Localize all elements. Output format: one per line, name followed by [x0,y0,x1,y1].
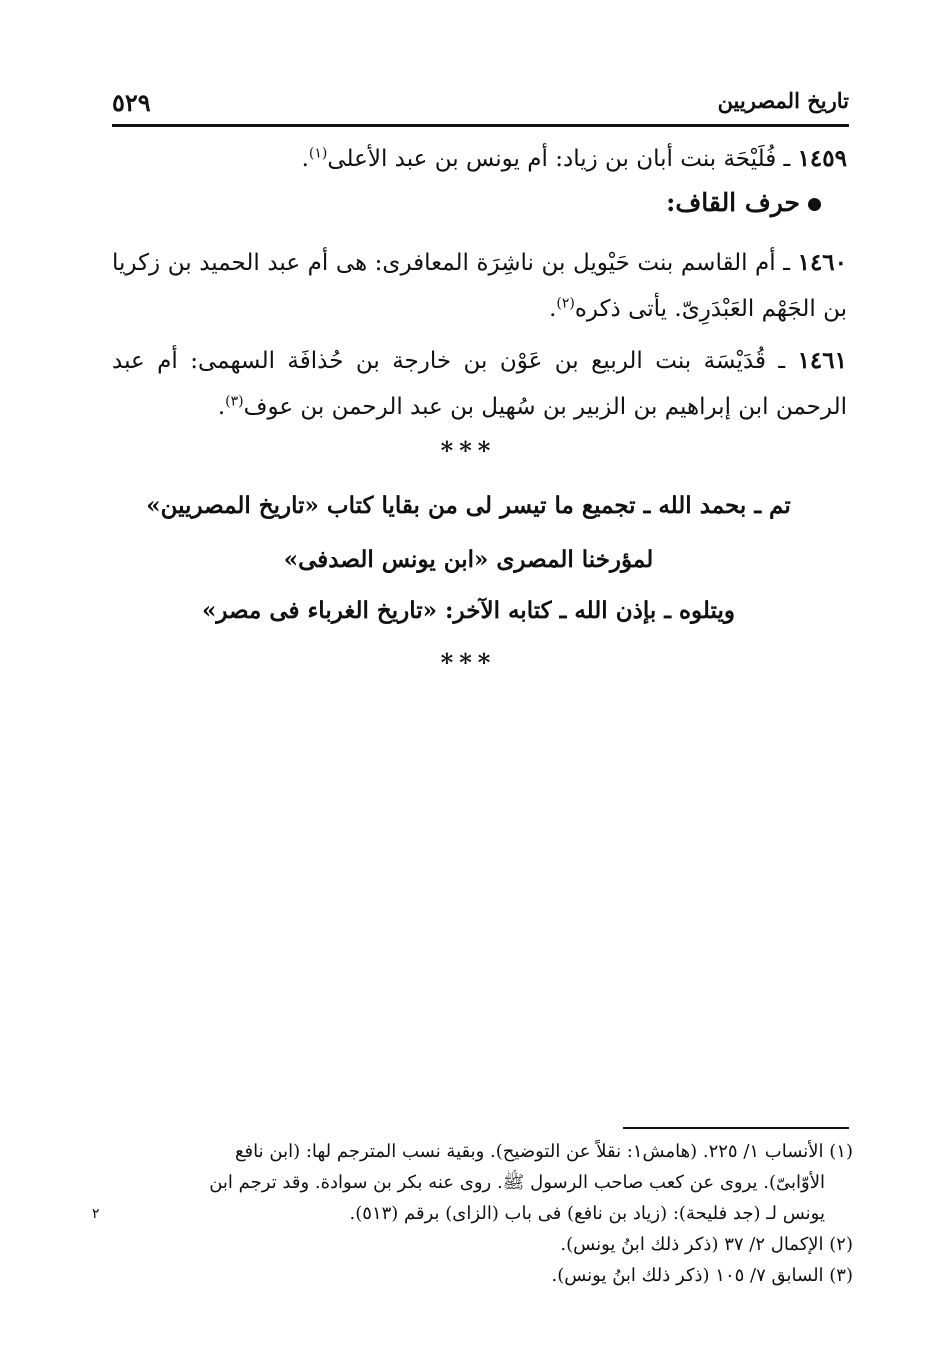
footnote-rule [623,1127,849,1129]
footnote-ref: (٢) [556,295,575,312]
footnote-2: (٢) الإكمال ٢/ ٣٧ (ذكر ذلك ابنُ يونس). [560,1234,853,1255]
entry-tail: . [217,394,226,420]
section-heading-text: حرف القاف: [666,188,800,217]
entry-1461: ١٤٦١ ـ قُدَيْسَة بنت الربيع بن عَوْن بن خارجة بن حُذافَة السهمى: أم عبد الرحمن ابن إبراهيم بن الزبير بن سُهيل بن عبد الرحمن بن عوف$^{(٣)}$. [112,347,847,420]
closing-line-1: تم ـ بحمد الله ـ تجميع ما تيسر لى من بقايا كتاب «تاريخ المصريين» [146,492,791,519]
separator-stars: *** [440,436,497,465]
entry-tail: . [549,296,557,322]
entry-number: ١٤٦١ [797,347,847,374]
footnote-1-line-3: يونس لـ (جد فليحة): (زياد بن نافع) فى باب (الزاى) برقم (٥١٣). [349,1203,825,1224]
entry-number: ١٤٥٩ [797,145,847,172]
footnote-ref: (٣) [225,393,244,410]
entry-text: أم القاسم بنت حَيْويل بن ناشِرَة المعافرى: هى أم عبد الحميد بن زكريا بن الجَهْم العَبْدَرِىّ. يأتى ذكره [112,250,847,322]
closing-line-2: لمؤرخنا المصرى «ابن يونس الصدفى» [283,546,654,573]
entry-text: فُلَيْحَة بنت أبان بن زياد: أم يونس بن عبد الأعلى [327,146,777,172]
section-heading [666,188,821,217]
entry-tail: . [301,146,309,172]
running-title: تاريخ المصريين [717,88,849,113]
bullet-icon [808,198,821,211]
page-number: ٥٢٩ [112,88,151,117]
entry-1460: ١٤٦٠ ـ أم القاسم بنت حَيْويل بن ناشِرَة المعافرى: هى أم عبد الحميد بن زكريا بن الجَهْم العَبْدَرِىّ. يأتى ذكره$^{(٢)}$. [112,249,848,322]
margin-mark: ٢ [92,1206,100,1222]
closing-line-3: ويتلوه ـ بإذن الله ـ كتابه الآخر: «تاريخ الغرباء فى مصر» [201,597,735,624]
footnotes [100,1136,853,1291]
footnote-1-line-2: الأوّابىّ). يروى عن كعب صاحب الرسول ﷺ. روى عنه بكر بن سوادة. وقد ترجم ابن [209,1172,825,1193]
footnote-1-line-1: (١) الأنساب ١/ ٢٢٥. (هامش١: نقلاً عن التوضيح). وبقية نسب المترجم لها: (ابن نافع [234,1141,853,1162]
entry-number: ١٤٦٠ [797,249,848,276]
entry-text: قُدَيْسَة بنت الربيع بن عَوْن بن خارجة بن حُذافَة السهمى: أم عبد الرحمن ابن إبراهيم بن الزبير بن سُهيل بن عبد الرحمن بن عوف [112,348,847,420]
footnote-3: (٣) السابق ٧/ ١٠٥ (ذكر ذلك ابنُ يونس). [551,1265,853,1286]
footnote-ref: (١) [308,145,328,162]
page-header [112,84,849,127]
separator-stars: *** [440,648,497,677]
entry-1459: ١٤٥٩ ـ فُلَيْحَة بنت أبان بن زياد: أم يونس بن عبد الأعلى$^{(١)}$. [301,145,847,172]
